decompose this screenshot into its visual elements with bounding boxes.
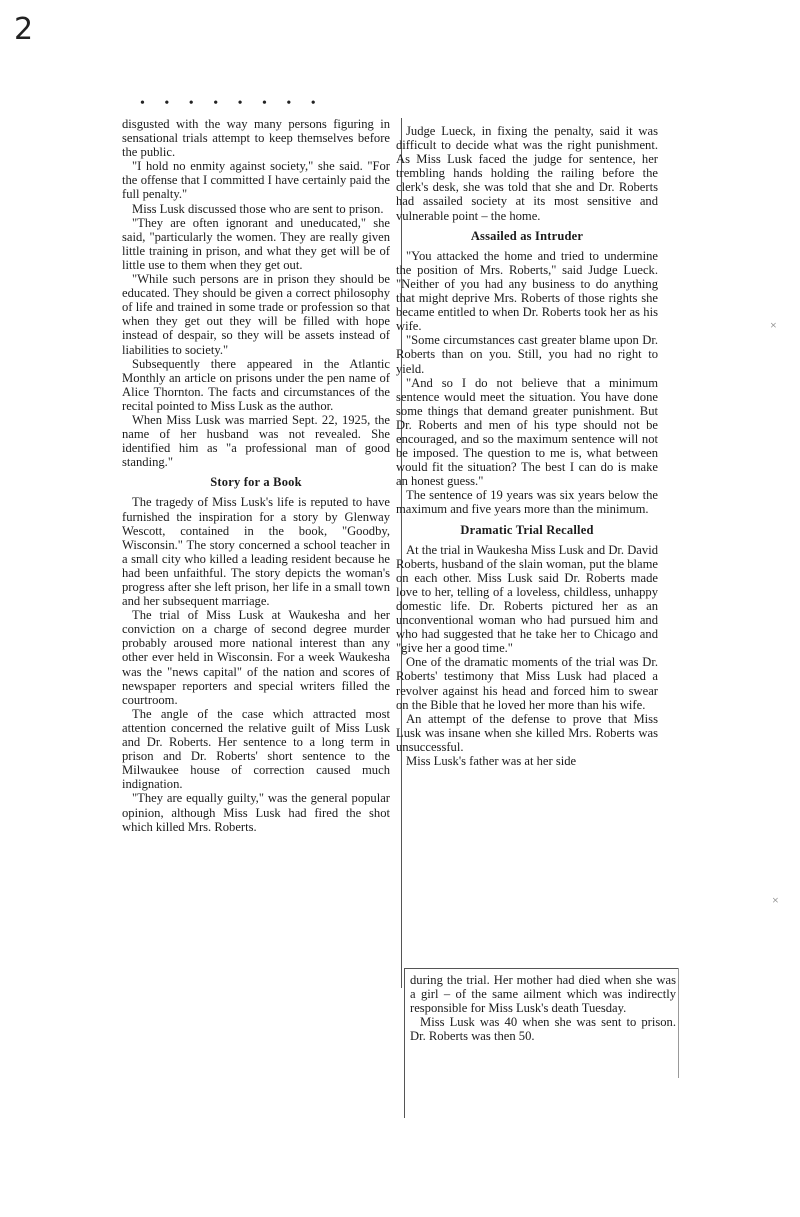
paragraph: Judge Lueck, in fixing the penalty, said it was difficult to decide what was the right punishment. As Miss Lusk faced the judge for sentence, her trembling hands holding the railing before the clerk's desk, she was told that she and Dr. Roberts had assailed society at its most sensitive and vulnerable point – the home. [396,124,658,223]
paragraph: "Some circumstances cast greater blame upon Dr. Roberts than on you. Still, you had no right to yield. [396,333,658,376]
paragraph: One of the dramatic moments of the trial was Dr. Roberts' testimony that Miss Lusk had placed a revolver against his head and forced him to swear on the Bible that he loved her more than his wife. [396,655,658,712]
paragraph: The tragedy of Miss Lusk's life is reputed to have furnished the inspiration for a story by Glenway Wescott, contained in the book, "Goodby, Wisconsin." The story concerned a school teacher in a small city who killed a leading resident because he had been unfaithful. The story depicts the woman's progress after she left prison, her life in a small town and her subsequent marriage. [122,495,390,609]
paragraph: The angle of the case which attracted most attention concerned the relative guilt of Miss Lusk and Dr. Roberts. Her sentence to a long term in prison and Dr. Roberts' short sentence to the Milwaukee house of correction caused much indignation. [122,706,390,792]
scan-mark: × [772,893,779,907]
section-heading: Assailed as Intruder [470,228,584,243]
top-dots: • • • • • • • • [140,96,324,111]
paragraph: An attempt of the defense to prove that Miss Lusk was insane when she killed Mrs. Roberts was unsuccessful. [396,711,658,754]
paragraph: When Miss Lusk was married Sept. 22, 1925, the name of her husband was not revealed. She identified him as "a professional man of good standing." [122,412,390,470]
paragraph: "I hold no enmity against society," she said. "For the offense that I committed I have certainly paid the full penalty." [122,159,390,202]
clipping-rule [404,968,679,969]
paragraph: during the trial. Her mother had died when she was a girl – of the same ailment which was indirectly responsible for Miss Lusk's death Tuesday. [410,973,676,1016]
section-heading: Dramatic Trial Recalled [460,522,594,537]
clipping-rule [404,968,405,1118]
left-column [122,117,390,834]
paragraph: At the trial in Waukesha Miss Lusk and Dr. David Roberts, husband of the slain woman, put the blame on each other. Miss Lusk said Dr. Roberts made love to her, telling of a loveless, childless, unhappy domestic life. Dr. Roberts pictured her as an unconventional woman who had pursued him and who had suggested that he take her to Chicago and "give her a good time." [396,542,658,656]
paragraph: "They are often ignorant and uneducated," she said, "particularly the women. They are really given little training in prison, and what they get will be of little use to them when they get out. [122,215,390,272]
paragraph: Miss Lusk discussed those who are sent to prison. [132,201,384,216]
paragraph: Miss Lusk's father was at her side [406,754,577,769]
paragraph: Subsequently there appeared in the Atlantic Monthly an article on prisons under the pen name of Alice Thornton. The facts and circumstances of the recital pointed to Miss Lusk as the author. [122,356,390,413]
paragraph: The trial of Miss Lusk at Waukesha and her conviction on a charge of second degree murder probably aroused more national interest than any other ever held in Wisconsin. For a week Waukesha was the "news capital" of the nation and scores of newspaper reporters and special writers filled the courtroom. [122,608,390,707]
paragraph: "While such persons are in prison they should be educated. They should be given a correct philosophy of life and trained in some trade or profession so that when they get out they will be filled with hope instead of despair, so they will be assets instead of liabilities to society." [122,272,390,357]
paragraph: Miss Lusk was 40 when she was sent to prison. Dr. Roberts was then 50. [410,1015,676,1044]
bottom-column [410,973,676,1043]
paragraph: disgusted with the way many persons figuring in sensational trials attempt to keep themselves before the public. [122,117,390,160]
scan-mark: × [770,318,777,332]
page-number: 2 [14,12,34,47]
paragraph: The sentence of 19 years was six years below the maximum and five years more than the minimum. [396,488,658,517]
paragraph: "They are equally guilty," was the general popular opinion, although Miss Lusk had fired the shot which killed Mrs. Roberts. [122,791,390,834]
paragraph: "You attacked the home and tried to undermine the position of Mrs. Roberts," said Judge Lueck. "Neither of you had any business to do anything that might deprive Mrs. Roberts of those rights she became entitled to when Dr. Roberts took her as his wife. [396,248,658,334]
paragraph: "And so I do not believe that a minimum sentence would meet the situation. You have done some things that demand greater punishment. But Dr. Roberts and men of his type should not be encouraged, and so the maximum sentence will not be imposed. The question to me is, what between would fit the situation? The best I can do is make an honest guess." [396,375,658,489]
clipping-rule [678,968,679,1078]
section-heading: Story for a Book [210,475,302,490]
right-column [396,124,658,768]
